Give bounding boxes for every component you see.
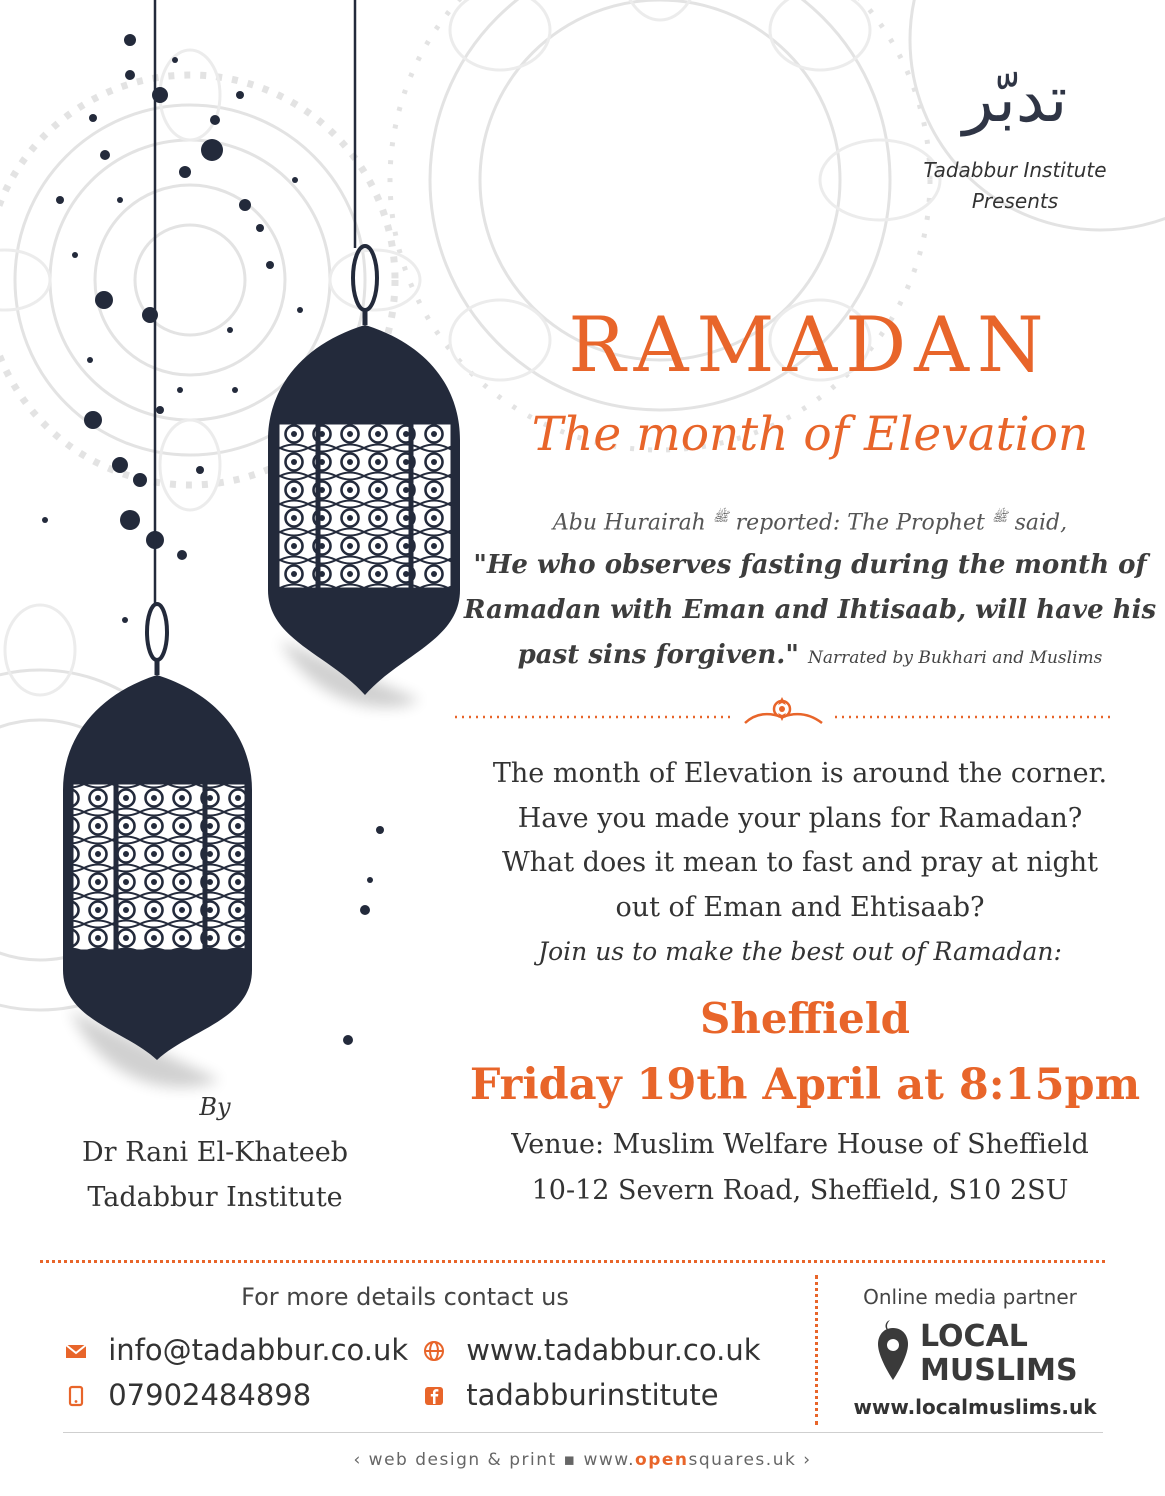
credit-prefix: ‹ web design & print ▪ www. bbox=[353, 1450, 636, 1470]
presenter-line1: Tadabbur Institute bbox=[923, 158, 1107, 182]
description-line1: The month of Elevation is around the corner. bbox=[492, 758, 1108, 789]
partner-url[interactable]: www.localmuslims.uk bbox=[853, 1395, 1097, 1419]
phone-text[interactable]: 07902484898 bbox=[108, 1378, 312, 1412]
event-datetime: Friday 19th April at 8:15pm bbox=[469, 1060, 1141, 1110]
speaker-org: Tadabbur Institute bbox=[87, 1182, 343, 1213]
speaker-name: Dr Rani El-Khateeb bbox=[81, 1137, 348, 1168]
contact-website[interactable] bbox=[423, 1330, 761, 1370]
ornament-divider bbox=[450, 695, 1115, 735]
footer-bottom-rule bbox=[63, 1432, 1103, 1433]
credit-suffix: squares.uk › bbox=[688, 1450, 812, 1470]
footer-divider bbox=[40, 1260, 1105, 1263]
partner-name-line1: LOCAL bbox=[920, 1319, 1028, 1354]
contact-facebook[interactable] bbox=[423, 1375, 719, 1415]
contact-phone[interactable] bbox=[65, 1375, 311, 1415]
globe-icon bbox=[423, 1340, 445, 1362]
credit-highlight: open bbox=[635, 1450, 689, 1470]
contact-heading: For more details contact us bbox=[241, 1283, 569, 1311]
envelope-icon bbox=[65, 1340, 87, 1362]
honorific-glyph: ﷺ bbox=[991, 510, 1008, 525]
description-line2: Have you made your plans for Ramadan? bbox=[517, 802, 1083, 834]
hadith-line3-wrap bbox=[460, 633, 1160, 681]
facebook-icon bbox=[423, 1385, 445, 1407]
website-text[interactable]: www.tadabbur.co.uk bbox=[466, 1333, 761, 1367]
venue-line1: Venue: Muslim Welfare House of Sheffield bbox=[511, 1129, 1089, 1160]
hadith-attribution bbox=[460, 498, 1160, 543]
event-description bbox=[450, 752, 1150, 975]
partner-logo-text bbox=[920, 1320, 1120, 1388]
event-city: Sheffield bbox=[699, 994, 911, 1043]
hadith-line3: past sins forgiven." bbox=[517, 640, 799, 671]
contact-email[interactable] bbox=[65, 1330, 408, 1370]
presenter-line2: Presents bbox=[971, 189, 1059, 213]
facebook-text[interactable]: tadabburinstitute bbox=[466, 1378, 719, 1412]
description-line3: What does it mean to fast and pray at night bbox=[502, 847, 1098, 878]
hadith-line1: "He who observes fasting during the month of bbox=[473, 550, 1147, 581]
hadith-quote bbox=[460, 498, 1160, 681]
lantern-right bbox=[268, 0, 460, 708]
partner-label: Online media partner bbox=[863, 1285, 1077, 1309]
mobile-phone-icon bbox=[65, 1385, 87, 1407]
hadith-line2: Ramadan with Eman and Ihtisaab, will have his bbox=[463, 595, 1157, 626]
footer-vertical-divider bbox=[815, 1275, 818, 1425]
location-pin-icon bbox=[876, 1318, 910, 1390]
speaker-credit bbox=[40, 1085, 390, 1220]
hadith-narrator: Abu Hurairah bbox=[552, 510, 706, 536]
hadith-source: Narrated by Bukhari and Muslims bbox=[807, 648, 1103, 669]
tadabbur-logo: تدبّر bbox=[962, 63, 1068, 137]
venue-line2: 10-12 Severn Road, Sheffield, S10 2SU bbox=[531, 1175, 1069, 1206]
partner-name-line2: MUSLIMS bbox=[920, 1353, 1078, 1388]
hadith-reported: reported: The Prophet bbox=[735, 510, 985, 536]
presenter-caption bbox=[905, 155, 1125, 217]
page-title: RAMADAN bbox=[568, 300, 1052, 389]
hadith-said: said, bbox=[1014, 510, 1068, 536]
event-venue bbox=[450, 1122, 1150, 1214]
speaker-by: By bbox=[199, 1093, 231, 1121]
page-subtitle: The month of Elevation bbox=[531, 407, 1089, 462]
email-text[interactable]: info@tadabbur.co.uk bbox=[108, 1333, 409, 1367]
honorific-glyph: ﷺ bbox=[712, 510, 729, 525]
design-credit bbox=[0, 1450, 1165, 1470]
description-line4: out of Eman and Ehtisaab? bbox=[615, 891, 985, 923]
call-to-action: Join us to make the best out of Ramadan: bbox=[538, 937, 1062, 966]
